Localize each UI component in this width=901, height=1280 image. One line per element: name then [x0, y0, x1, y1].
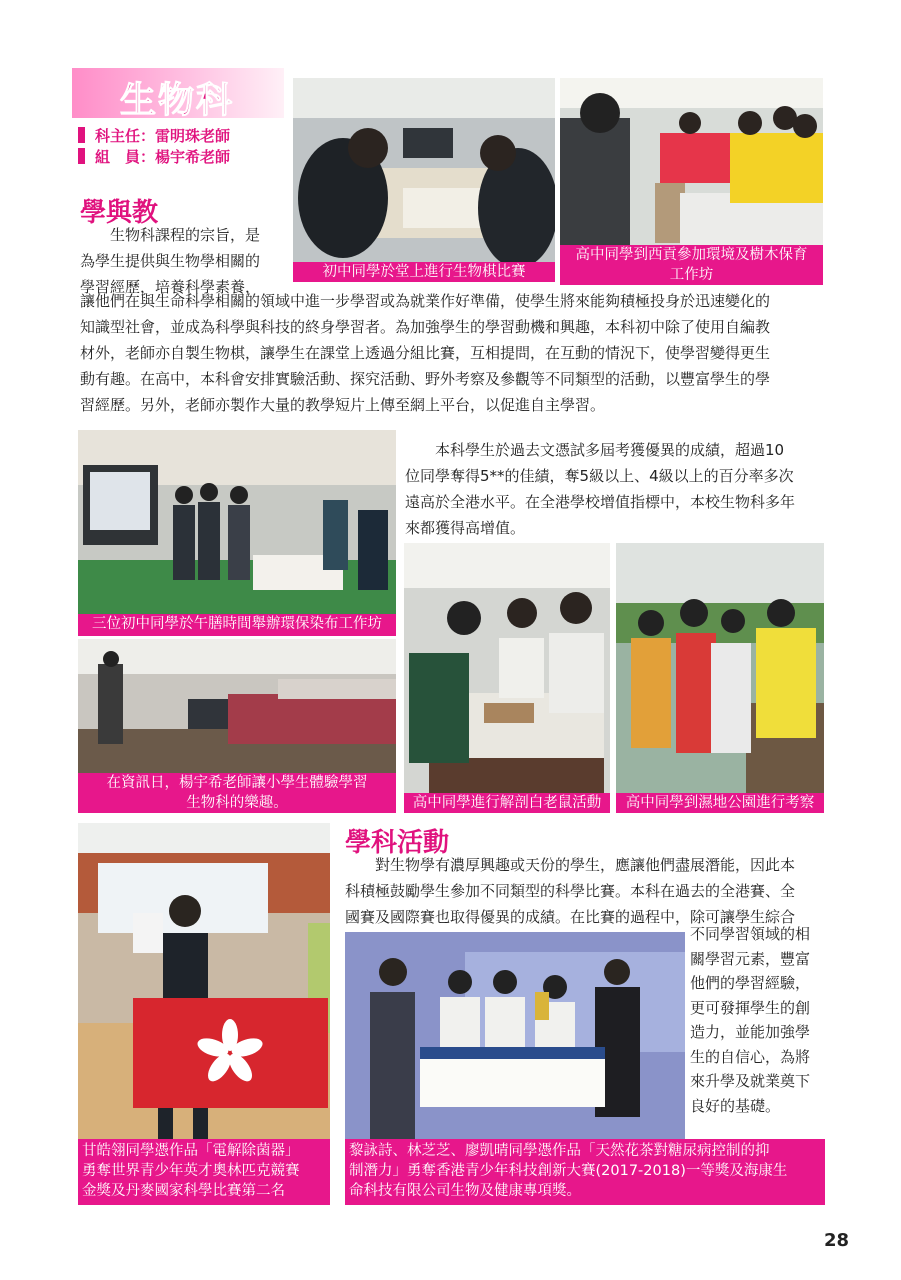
text-line: 來升學及就業奠下 — [690, 1072, 811, 1090]
caption-line: 命科技有限公司生物及健康專項獎。 — [349, 1183, 581, 1199]
text-line: 生物科課程的宗旨，是 — [110, 226, 261, 244]
results-paragraph — [405, 437, 825, 541]
text-line: 更可發揮學生的創 — [690, 998, 811, 1017]
accent-bar — [78, 148, 85, 164]
text-line: 為學生提供與生物學相關的 — [80, 252, 261, 270]
text-line: 生的自信心，為將 — [690, 1047, 811, 1066]
caption-line: 黎詠詩、林芝芝、廖凱晴同學憑作品「天然花茶對糖尿病控制的抑 — [349, 1143, 770, 1159]
caption-line: 生物科的樂趣。 — [186, 795, 288, 811]
text-line: 習經歷。另外，老師亦製作大量的教學短片上傳至網上平台，以促進自主學習。 — [80, 396, 606, 414]
teaching-paragraph — [80, 288, 825, 418]
photo-olympiad-flag — [78, 823, 330, 1139]
caption-info-day — [78, 773, 396, 813]
text-line: 學習經歷，培養科學素養， — [80, 278, 261, 296]
text-line: 他們的學習經驗， — [690, 974, 811, 992]
text-line: 來都獲得高增值。 — [405, 519, 526, 537]
text-line: 對生物學有濃厚興趣或天份的學生，應讓他們盡展潛能，因此本 — [375, 856, 796, 874]
caption-line: 金獎及丹麥國家科學比賽第二名 — [82, 1183, 285, 1199]
section-heading-teaching: 學與教 — [80, 198, 159, 228]
caption-line: 工作坊 — [669, 267, 714, 283]
activities-side-text — [690, 922, 825, 1118]
head-teacher: 科主任：雷明珠老師 — [95, 127, 231, 145]
caption-line: 高中同學到西貢參加環境及樹木保育 — [575, 247, 808, 263]
caption-line: 勇奪世界青少年英才奧林匹克競賽 — [82, 1163, 300, 1179]
team-member: 組 員：楊宇希老師 — [95, 148, 231, 166]
text-line: 讓他們在與生命科學相關的領域中進一步學習或為就業作好準備，使學生將來能夠積極投身於迅速變化的 — [80, 292, 771, 310]
text-line: 遠高於全港水平。在全港學校增值指標中，本校生物科多年 — [405, 493, 796, 511]
caption-wetland: 高中同學到濕地公園進行考察 — [616, 793, 824, 813]
section-heading-activities: 學科活動 — [345, 828, 450, 858]
caption-innovation — [345, 1139, 825, 1205]
photo-dye-workshop — [78, 430, 396, 614]
text-line: 本科學生於過去文憑試多屆考獲優異的成績，超過10 — [435, 441, 785, 459]
page-title: 生物科 — [120, 80, 235, 121]
accent-bar — [78, 127, 85, 143]
photo-chess-game — [293, 78, 555, 262]
caption-line: 制潛力」勇奪香港青少年科技創新大賽(2017-2018)一等獎及海康生 — [349, 1163, 788, 1179]
text-line: 國賽及國際賽也取得優異的成績。在比賽的過程中，除可讓學生綜合 — [345, 908, 796, 926]
text-line: 材外，老師亦自製生物棋，讓學生在課堂上透過分組比賽，互相提問，在互動的情況下，使學習變得更生 — [80, 344, 771, 362]
text-line: 關學習元素，豐富 — [690, 949, 811, 968]
caption-line: 在資訊日，楊宇希老師讓小學生體驗學習 — [106, 775, 368, 791]
caption-saikung — [560, 245, 823, 285]
text-line: 造力，並能加強學 — [690, 1023, 811, 1041]
text-line: 位同學奪得5**的佳績，奪5級以上、4級以上的百分率多次 — [405, 467, 794, 485]
text-line: 良好的基礎。 — [690, 1096, 781, 1115]
photo-dissection — [404, 543, 610, 793]
activities-paragraph — [345, 852, 825, 930]
text-line: 不同學習領域的相 — [690, 925, 811, 943]
caption-chess: 初中同學於堂上進行生物棋比賽 — [293, 262, 555, 282]
caption-dye: 三位初中同學於午膳時間舉辦環保染布工作坊 — [78, 614, 396, 636]
caption-line: 甘皓翎同學憑作品「電解除菌器」 — [82, 1143, 300, 1159]
page-number: 28 — [823, 1230, 849, 1251]
text-line: 動有趣。在高中，本科會安排實驗活動、探究活動、野外考察及參觀等不同類型的活動，以豐富學生的學 — [80, 370, 771, 388]
photo-wetland — [616, 543, 824, 793]
caption-dissection: 高中同學進行解剖白老鼠活動 — [404, 793, 610, 813]
caption-olympiad — [78, 1139, 330, 1205]
text-line: 科積極鼓勵學生參加不同類型的科學比賽。本科在過去的全港賽、全 — [345, 882, 796, 900]
photo-innovation-award — [345, 932, 685, 1139]
photo-info-day — [78, 639, 396, 773]
text-line: 知識型社會，並成為科學與科技的終身學習者。為加強學生的學習動機和興趣，本科初中除了使用自編教 — [80, 318, 771, 336]
photo-saikung-workshop — [560, 78, 823, 245]
